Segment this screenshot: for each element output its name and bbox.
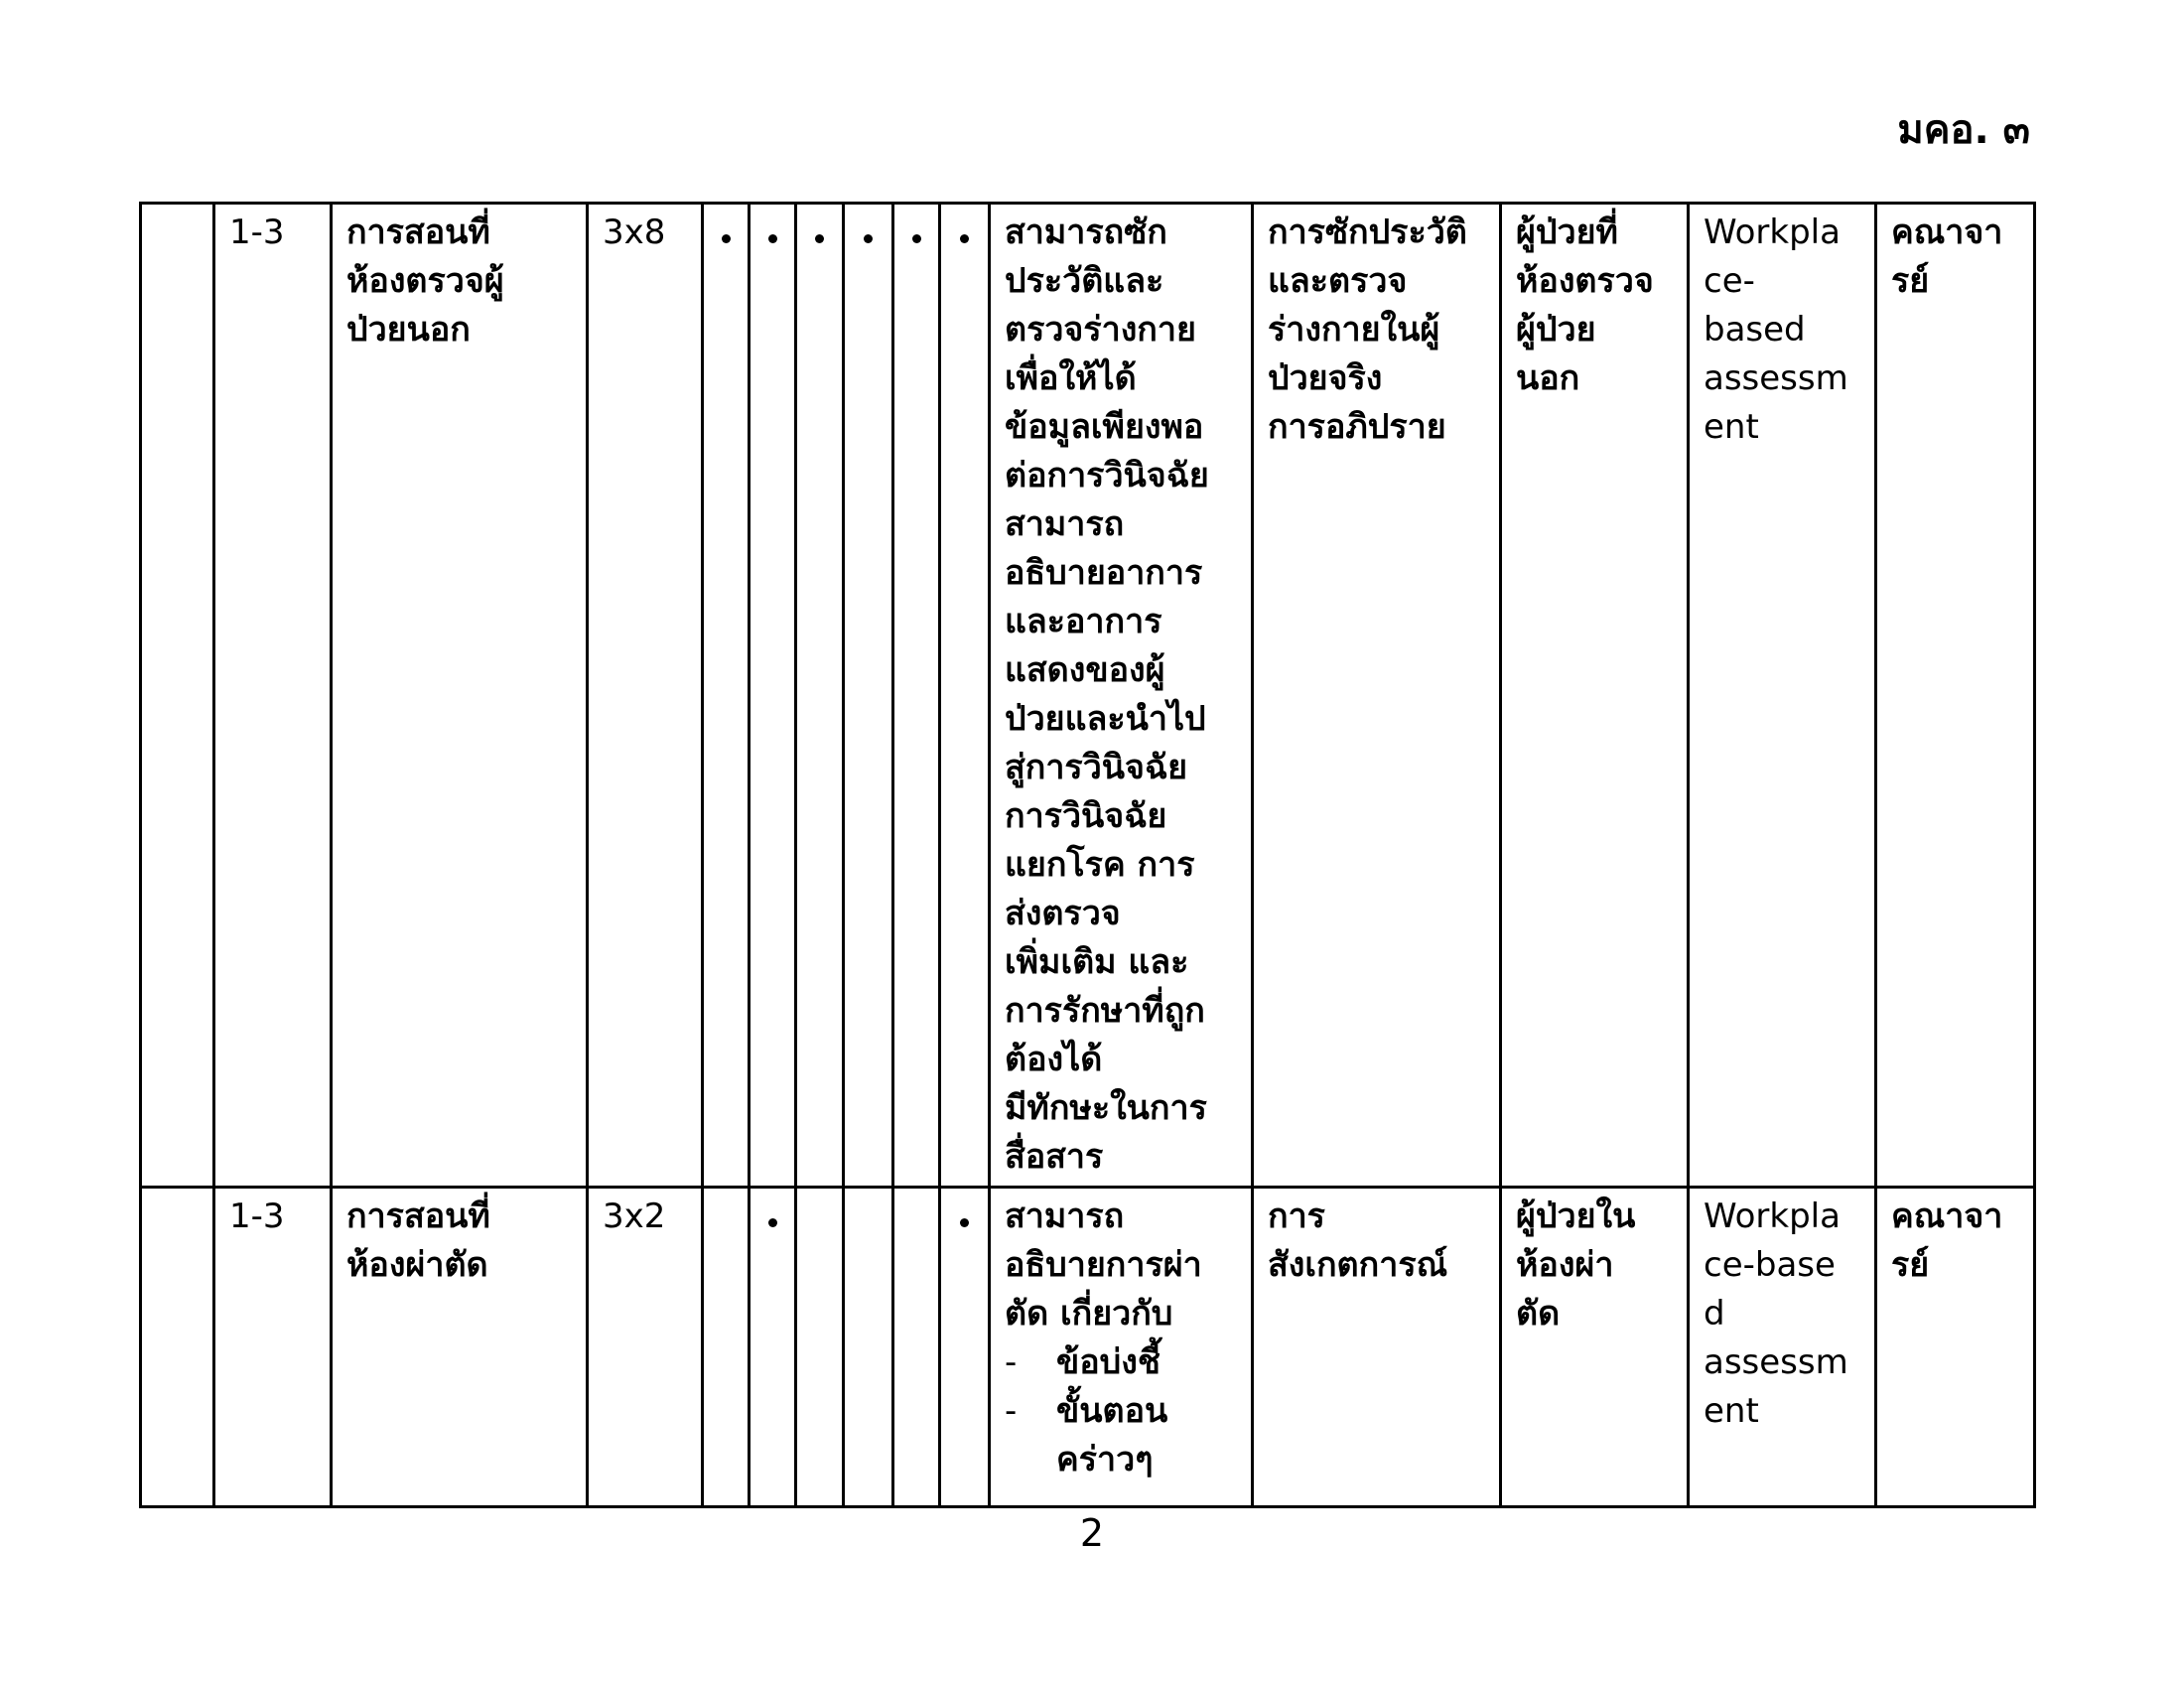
hours-cell-text: 3x2: [603, 1196, 666, 1236]
blank-margin-cell: [141, 1188, 214, 1507]
week-cell: [214, 204, 332, 1188]
outcome-mark-cell-2: [750, 1188, 796, 1507]
instructor-cell-text: คณาจา รย์: [1891, 212, 2003, 301]
topic-cell: [332, 204, 588, 1188]
blank-margin-cell: [141, 204, 214, 1188]
instructor-cell-text: คณาจา รย์: [1891, 1196, 2003, 1285]
hours-cell: [588, 1188, 703, 1507]
document-code: มคอ. ๓: [1897, 107, 2030, 153]
outcome-mark-cell-6: [940, 204, 990, 1188]
outcome-mark-cell-4: [844, 1188, 893, 1507]
hours-cell-text: 3x8: [603, 212, 666, 252]
assessment-cell-text: Workpla ce- based assessm ent: [1704, 212, 1848, 447]
teaching-method-cell-text: การ สังเกตการณ์: [1268, 1196, 1448, 1285]
teaching-media-cell-text: ผู้ป่วยใน ห้องผ่า ตัด: [1516, 1196, 1636, 1334]
dash-marker: -: [1005, 1391, 1018, 1431]
outcome-mark-cell-6: [940, 1188, 990, 1507]
assessment-cell: [1689, 204, 1876, 1188]
teaching-method-cell: [1253, 1188, 1501, 1507]
dash-marker: -: [1005, 1342, 1018, 1382]
bullet-mark-icon: [960, 1218, 969, 1227]
topic-cell-text: การสอนที่ ห้องตรวจผู้ ป่วยนอก: [346, 212, 504, 350]
instructor-cell: [1876, 204, 2035, 1188]
week-cell: [214, 1188, 332, 1507]
bullet-mark-icon: [722, 234, 731, 243]
assessment-cell: [1689, 1188, 1876, 1507]
outcome-list: [1005, 1338, 1237, 1484]
outcome-mark-cell-3: [796, 204, 844, 1188]
outcome-mark-cell-5: [893, 204, 940, 1188]
instructor-cell: [1876, 1188, 2035, 1507]
table-row: [141, 204, 2035, 1188]
learning-outcome-cell-text: สามารถซัก ประวัติและ ตรวจร่างกาย เพื่อให้ได้ ข้อมูลเพียงพอ ต่อการวินิจฉัย สามารถ อธิบายอาการ และอาการ แสดงของผู้ ป่วยและนำไป สู่การวินิจฉัย การวินิจฉัย แยกโรค การ ส่งตรวจ เพิ่มเติม และ การรักษาที่ถูก ต้องได้ มีทักษะในการ สื่อสาร: [1005, 212, 1209, 1177]
teaching-method-cell-text: การซักประวัติ และตรวจ ร่างกายในผู้ ป่วยจริง การอภิปราย: [1268, 212, 1467, 447]
table-body: [141, 204, 2035, 1507]
page-number: 2: [1079, 1511, 1105, 1555]
bullet-mark-icon: [912, 234, 921, 243]
list-item-text: ข้อบ่งชี้: [1056, 1342, 1160, 1382]
bullet-mark-icon: [960, 234, 969, 243]
topic-cell-text: การสอนที่ ห้องผ่าตัด: [346, 1196, 490, 1285]
list-item: [1005, 1387, 1237, 1484]
learning-outcome-cell: [990, 204, 1253, 1188]
outcome-mark-cell-1: [703, 1188, 750, 1507]
topic-cell: [332, 1188, 588, 1507]
table-row: [141, 1188, 2035, 1507]
outcome-mark-cell-2: [750, 204, 796, 1188]
assessment-cell-text: Workpla ce-base d assessm ent: [1704, 1196, 1848, 1431]
list-item-text: ขั้นตอน คร่าวๆ: [1056, 1391, 1168, 1479]
bullet-mark-icon: [768, 1218, 777, 1227]
teaching-media-cell: [1501, 204, 1689, 1188]
hours-cell: [588, 204, 703, 1188]
week-cell-text: 1-3: [229, 1196, 285, 1236]
bullet-mark-icon: [864, 234, 873, 243]
course-plan-table: [139, 202, 2036, 1508]
teaching-method-cell: [1253, 204, 1501, 1188]
bullet-mark-icon: [815, 234, 824, 243]
outcome-mark-cell-3: [796, 1188, 844, 1507]
outcome-mark-cell-5: [893, 1188, 940, 1507]
learning-outcome-cell: [990, 1188, 1253, 1507]
teaching-media-cell-text: ผู้ป่วยที่ ห้องตรวจ ผู้ป่วย นอก: [1516, 212, 1654, 398]
outcome-mark-cell-4: [844, 204, 893, 1188]
list-item: [1005, 1338, 1237, 1387]
week-cell-text: 1-3: [229, 212, 285, 252]
learning-outcome-cell-text: สามารถ อธิบายการผ่า ตัด เกี่ยวกับ: [1005, 1196, 1202, 1334]
outcome-mark-cell-1: [703, 204, 750, 1188]
teaching-media-cell: [1501, 1188, 1689, 1507]
bullet-mark-icon: [768, 234, 777, 243]
